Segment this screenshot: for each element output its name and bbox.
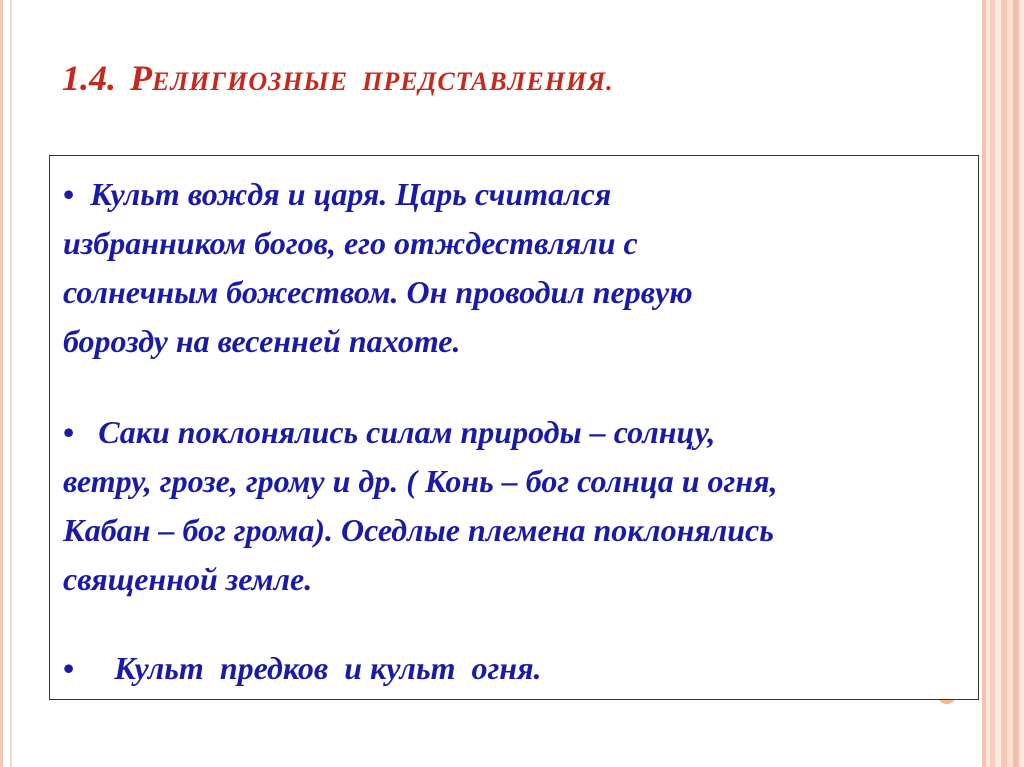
bullet-line: священной земле.: [63, 561, 313, 597]
bullet-item-nature-worship: [63, 408, 963, 604]
slide-frame-left-outer: [0, 0, 3, 767]
slide-title: [62, 48, 614, 112]
bullet-line: [63, 644, 963, 693]
bullet-text: Саки поклонялись силам природы – солнцу,: [98, 414, 716, 450]
bullet-line: избранником богов, его отждествляли с: [63, 225, 638, 261]
title-word1-rest: ЕЛИГИОЗНЫЕ: [152, 67, 349, 96]
bullet-icon: •: [63, 650, 75, 686]
bullet-line: солнечным божеством. Он проводил первую: [63, 274, 693, 310]
slide-frame-right-stripes: [979, 0, 1024, 767]
bullet-line: [63, 170, 963, 219]
slide-frame-left-inner: [10, 0, 12, 767]
title-number: 1.4.: [62, 58, 116, 98]
bullet-line: ветру, грозе, грому и др. ( Конь – бог солнца и огня,: [63, 463, 778, 499]
bullet-line: борозду на весенней пахоте.: [63, 323, 461, 359]
content-box: [49, 155, 979, 700]
bullet-text: Культ предков и культ огня.: [114, 650, 542, 686]
title-word2: ПРЕДСТАВЛЕНИЯ.: [362, 67, 614, 96]
bullet-text: Культ вождя и царя. Царь считался: [90, 176, 612, 212]
title-word1-initial: Р: [130, 58, 152, 98]
bullet-line: Кабан – бог грома). Оседлые племена поклонялись: [63, 512, 774, 548]
bullet-icon: •: [63, 414, 75, 450]
bullet-icon: •: [63, 176, 75, 212]
bullet-line: [63, 408, 963, 457]
bullet-item-ancestor-fire-cult: [63, 644, 963, 693]
bullet-item-ruler-cult: [63, 170, 963, 366]
